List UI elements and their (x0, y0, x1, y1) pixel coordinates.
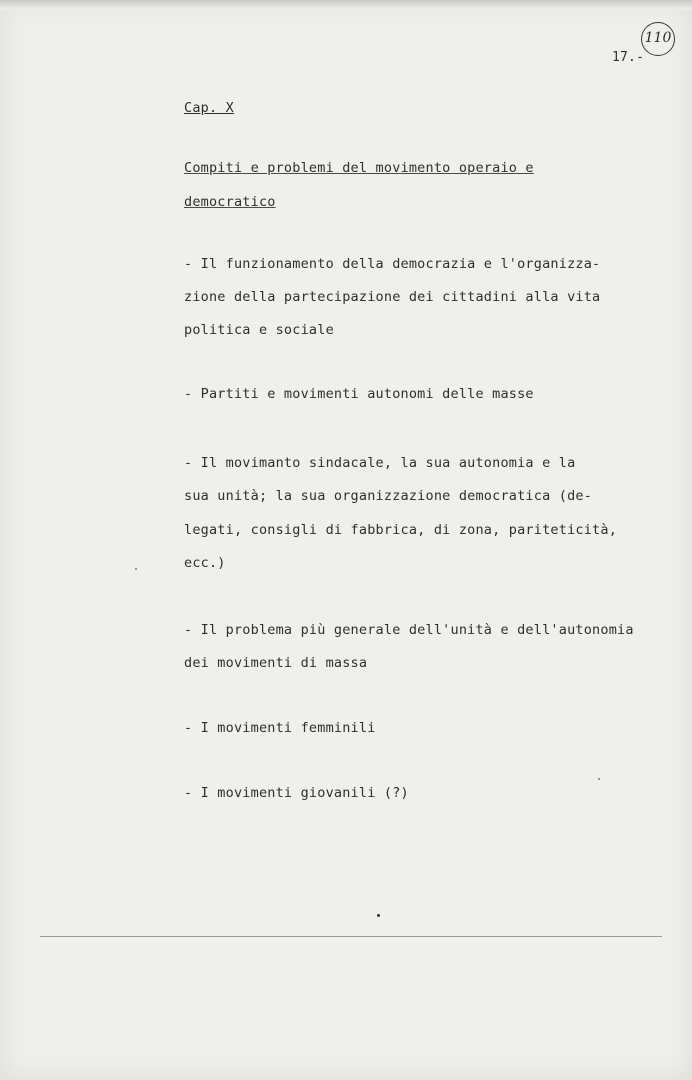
page-top-edge (0, 0, 692, 10)
item-1-line-3: politica e sociale (184, 322, 334, 338)
ink-speck (598, 778, 600, 780)
item-3-line-4: ecc.) (184, 555, 226, 571)
item-3-line-1: - Il movimanto sindacale, la sua autonomia e la (184, 455, 576, 471)
archive-stamp (641, 22, 675, 56)
item-5-line-1: - I movimenti femminili (184, 720, 376, 736)
item-4-line-1: - Il problema più generale dell'unità e dell'autonomia (184, 622, 634, 638)
ink-speck (135, 568, 137, 570)
ink-speck (377, 914, 380, 917)
item-3-line-2: sua unità; la sua organizzazione democratica (de- (184, 488, 593, 504)
page-number: 17.- (612, 50, 645, 65)
archive-stamp-number: 110 (644, 30, 672, 46)
item-1-line-2: zione della partecipazione dei cittadini alla vita (184, 289, 601, 305)
chapter-title-line-2: democratico (184, 194, 276, 210)
item-4-line-2: dei movimenti di massa (184, 655, 368, 671)
item-6-line-1: - I movimenti giovanili (?) (184, 785, 409, 801)
item-2-line-1: - Partiti e movimenti autonomi delle masse (184, 386, 534, 402)
chapter-heading: Cap. X (184, 100, 234, 116)
chapter-title-line-1: Compiti e problemi del movimento operaio e (184, 160, 534, 176)
item-1-line-1: - Il funzionamento della democrazia e l'organizza- (184, 256, 601, 272)
item-3-line-3: legati, consigli di fabbrica, di zona, pariteticità, (184, 522, 618, 538)
page-bottom-rule (40, 936, 662, 937)
